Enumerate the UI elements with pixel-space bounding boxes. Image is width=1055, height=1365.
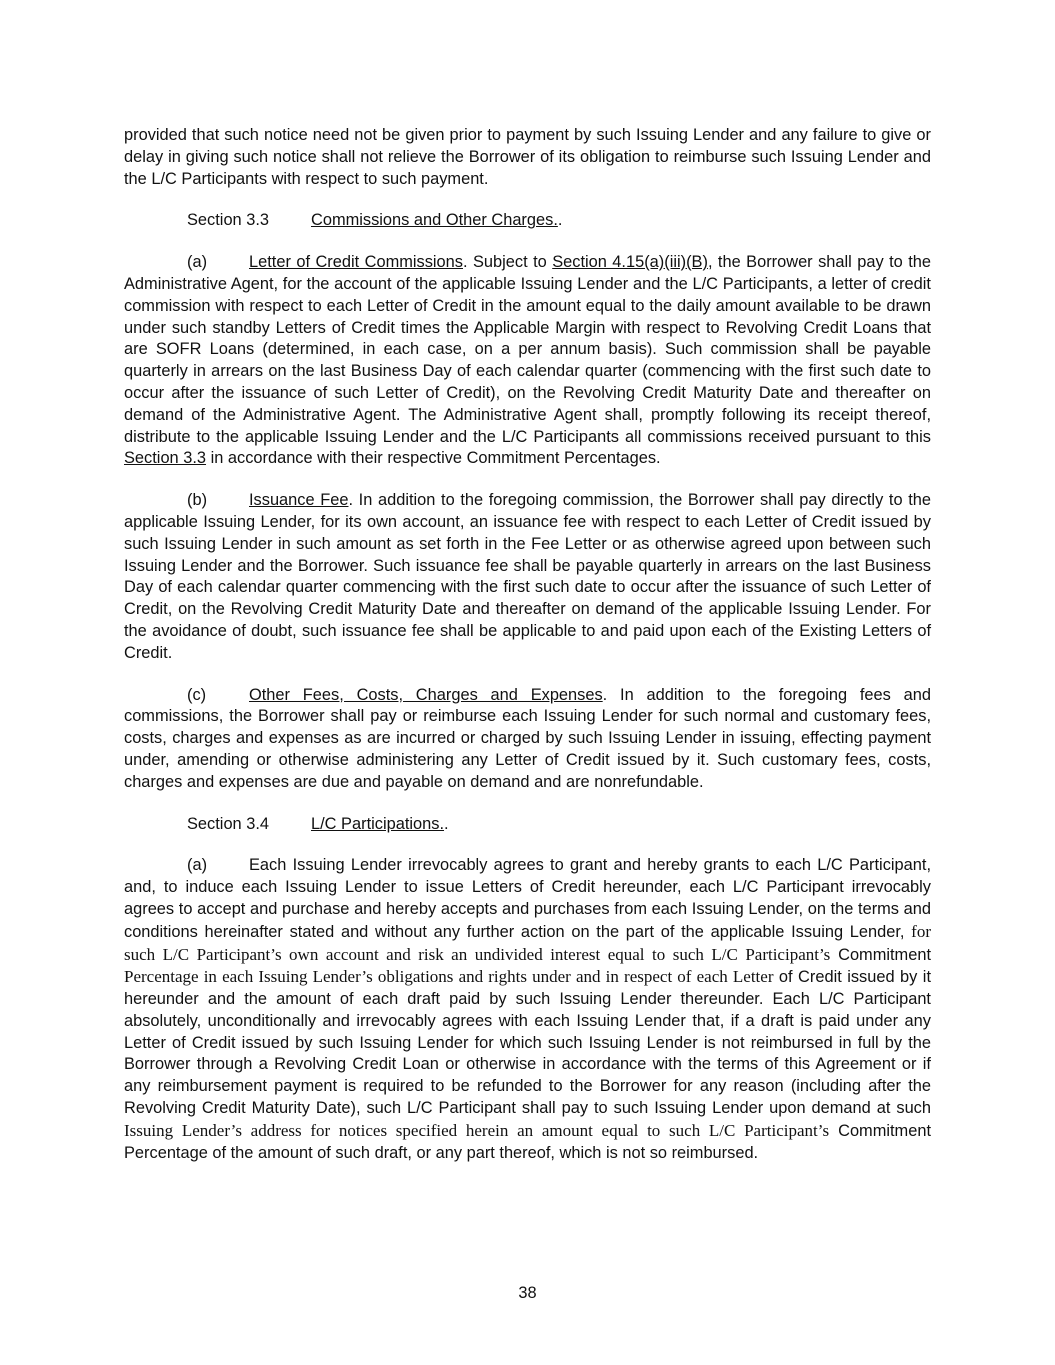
paragraph-text: Each Issuing Lender irrevocably agrees to grant and hereby grants to each L/C Participant, and, to induce each Issuing Lender to issue Letters of Credit hereunder, each L/C Participant irrevocably agrees to accept and purchase and hereby accepts and purchases from each Issuing Lender, on the terms and conditions hereinafter stated and without any further action on the part of the applicable Issuing Lender, xyxy=(124,856,931,941)
paragraph-text: Commitment Percentage of the amount of such draft, or any part thereof, which is not so reimbursed. xyxy=(124,1121,931,1162)
paragraph-text-serif: Percentage in each Issuing Lender’s obligations and rights under and in respect of each Letter xyxy=(124,967,774,987)
paragraph-text: . Subject to xyxy=(462,253,553,272)
section-title: L/C Participations. xyxy=(311,814,445,833)
intro-paragraph: provided that such notice need not be given prior to payment by such Issuing Lender and any failure to give or delay in giving such notice shall not relieve the Borrower of its obligation to reimburse such Issuing Lender and the L/C Participants with respect to such payment. xyxy=(124,126,931,188)
paragraph-text: in accordance with their respective Commitment Percentages. xyxy=(206,449,661,468)
paragraph-text-serif: Issuing Lender’s address for notices specified herein an amount equal to such L/C Participant’s xyxy=(124,1120,830,1140)
section-3-3-para-b xyxy=(124,490,931,664)
section-3-3-para-c xyxy=(124,685,931,794)
paragraph-label: (a) xyxy=(187,856,208,875)
paragraph-text-serif: for such L/C Participant’s own account and risk an undivided interest equal to such L/C Participant’s xyxy=(124,921,931,964)
paragraph-label: (b) xyxy=(187,491,208,510)
paragraph-heading: Letter of Credit Commissions xyxy=(249,253,463,272)
document-page xyxy=(124,125,931,1184)
section-3-4-para-a xyxy=(124,855,931,1164)
section-number: Section 3.4 xyxy=(187,814,270,833)
paragraph-text: . In addition to the foregoing commission, the Borrower shall pay directly to the applicable Issuing Lender, for its own account, an issuance fee with respect to each Letter of Credit issued by such Issuing Lender in such amount as set forth in the Fee Letter or as otherwise agreed upon between such Issuing Lender and the Borrower. Such issuance fee shall be payable quarterly in arrears on the last Business Day of each calendar quarter commencing with the first such date to occur after the issuance of such Letter of Credit, on the Revolving Credit Maturity Date and thereafter on demand of the applicable Issuing Lender. For the avoidance of doubt, such issuance fee shall be applicable to and paid upon each of the Existing Letters of Credit. xyxy=(124,491,931,662)
paragraph-heading: Issuance Fee xyxy=(249,491,349,510)
paragraph-heading: Other Fees, Costs, Charges and Expenses xyxy=(249,685,603,704)
page-number: 38 xyxy=(518,1284,537,1302)
section-reference: Section 3.3 xyxy=(124,449,207,468)
section-title-suffix: . xyxy=(557,211,563,230)
paragraph-text: . In addition to the foregoing fees and commissions, the Borrower shall pay or reimburse each Issuing Lender for such normal and customary fees, costs, charges and expenses as are incurred or charged by such Issuing Lender in issuing, effecting payment under, amending or otherwise administering any Letter of Credit issued by it. Such customary fees, costs, charges and expenses are due and payable on demand and are nonrefundable. xyxy=(124,685,931,791)
paragraph-text: of Credit issued by it hereunder and the amount of each draft paid by such Issuing Lender thereunder. Each L/C Participant absolutely, unconditionally and irrevocably agrees with each Issuing Lender that, if a draft is paid under any Letter of Credit issued by such Issuing Lender for which such Issuing Lender is not reimbursed in full by the Borrower through a Revolving Credit Loan or otherwise in accordance with the terms of this Agreement or if any reimbursement payment is required to be refunded to the Borrower for any reason (including after the Revolving Credit Maturity Date), such L/C Participant shall pay to such Issuing Lender upon demand at such xyxy=(124,968,932,1118)
paragraph-text: Commitment xyxy=(830,945,931,964)
section-title: Commissions and Other Charges. xyxy=(311,211,558,230)
paragraph-label: (a) xyxy=(187,253,208,272)
section-3-3-heading xyxy=(187,210,931,232)
paragraph-label: (c) xyxy=(187,685,207,704)
section-3-4-heading xyxy=(187,814,931,836)
paragraph-text: , the Borrower shall pay to the Administrative Agent, for the account of the applicable Issuing Lender and the L/C Participants, a letter of credit commission with respect to each Letter of Credit in the amount equal to the daily amount available to be drawn under such standby Letters of Credit times the Applicable Margin with respect to Revolving Credit Loans that are SOFR Loans (determined, in each case, on a per annum basis). Such commission shall be payable quarterly in arrears on the last Business Day of each calendar quarter (commencing with the first such date to occur after the issuance of such Letter of Credit), on the Revolving Credit Maturity Date and thereafter on demand of the Administrative Agent. The Administrative Agent shall, promptly following its receipt thereof, distribute to the applicable Issuing Lender and the L/C Participants all commissions received pursuant to this xyxy=(124,253,931,446)
section-3-3-para-a xyxy=(124,252,931,470)
section-title-suffix: . xyxy=(444,814,449,833)
section-number: Section 3.3 xyxy=(187,211,270,230)
section-reference: Section 4.15(a)(iii)(B) xyxy=(552,253,708,272)
